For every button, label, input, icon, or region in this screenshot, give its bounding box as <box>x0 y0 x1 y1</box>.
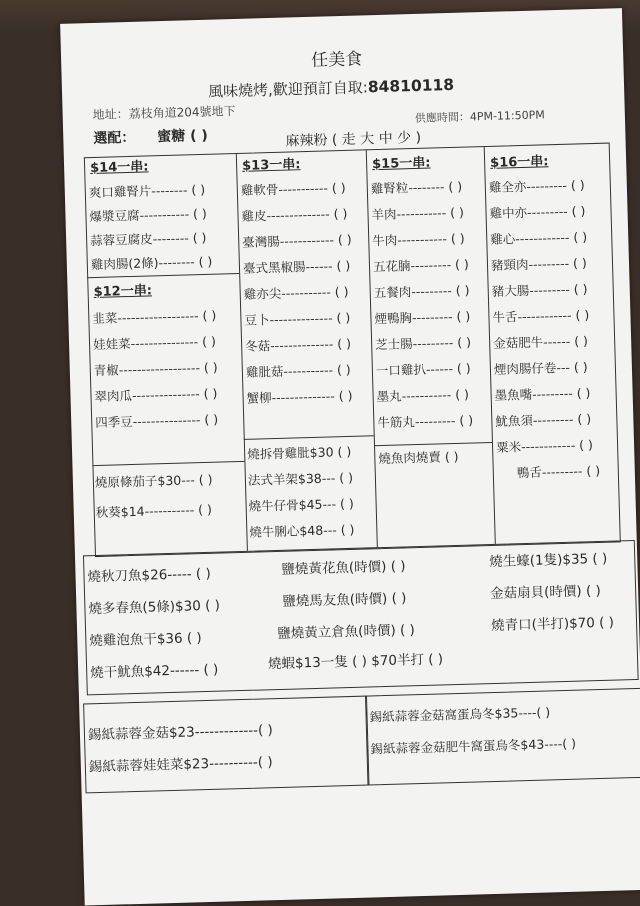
menu-item[interactable]: 爽口雞腎片-------- ( ) <box>88 181 206 201</box>
menu-item[interactable]: 秋葵$14----------- ( ) <box>95 501 213 521</box>
menu-item[interactable]: 墨丸----------- ( ) <box>376 386 470 405</box>
menu-item[interactable]: 雞心------------ ( ) <box>490 229 588 247</box>
menu-item[interactable]: 燒干魷魚$42------ ( ) <box>90 661 219 682</box>
honey-option[interactable]: 蜜糖 ( ) <box>157 127 209 146</box>
section-title-12: $12一串: <box>93 283 153 301</box>
menu-item[interactable]: 雞軟骨----------- ( ) <box>240 179 346 198</box>
section-title-16: $16一串: <box>489 154 549 171</box>
address: 地址：荔枝角道204號地下 <box>92 103 236 122</box>
menu-item[interactable]: 金菇肥牛------ ( ) <box>492 333 589 351</box>
menu-item[interactable]: 五餐肉--------- ( ) <box>373 282 470 301</box>
section-title-15: $15一串: <box>371 155 431 173</box>
menu-item[interactable]: 鹽燒馬友魚(時價) ( ) <box>282 590 407 610</box>
menu-item[interactable]: 燒青口(半打)$70 ( ) <box>490 614 615 635</box>
menu-item[interactable]: 燒牛脷心$48--- ( ) <box>249 521 355 540</box>
menu-item[interactable]: 煙肉腸仔卷--- ( ) <box>493 359 588 377</box>
menu-item[interactable]: 青椒------------------ ( ) <box>93 359 218 379</box>
menu-item[interactable]: 煙鴨胸--------- ( ) <box>374 308 471 327</box>
menu-item[interactable]: 爆漿豆腐----------- ( ) <box>89 205 207 225</box>
spice-option[interactable]: 麻辣粉 ( 走 大 中 少 ) <box>285 129 422 150</box>
menu-item[interactable]: 錫紙蒜蓉金菇窩蛋烏冬$35----( ) <box>369 704 551 725</box>
menu-item[interactable]: 雞腎粒-------- ( ) <box>370 178 463 197</box>
menu-item[interactable]: 蟹柳-------------- ( ) <box>246 387 353 406</box>
subtitle <box>208 77 454 100</box>
menu-item[interactable]: 燒雞泡魚干$36 ( ) <box>89 630 202 650</box>
menu-item[interactable]: 蒜蓉豆腐皮-------- ( ) <box>89 229 207 249</box>
menu-item[interactable]: 燒魚肉燒賣 ( ) <box>378 448 459 467</box>
menu-item[interactable]: 牛筋丸--------- ( ) <box>377 412 474 431</box>
menu-item[interactable]: 牛肉----------- ( ) <box>372 230 465 249</box>
menu-item[interactable]: 豬大腸--------- ( ) <box>491 281 588 299</box>
menu-item[interactable]: 錫紙蒜蓉金菇$23-------------( ) <box>87 722 274 744</box>
menu-item[interactable]: 燒牛仔骨$45--- ( ) <box>248 495 354 514</box>
menu-item[interactable]: 金菇扇貝(時價) ( ) <box>489 582 602 603</box>
menu-item[interactable]: 四季豆--------------- ( ) <box>95 411 219 431</box>
menu-item[interactable]: 臺式黑椒腸------ ( ) <box>242 257 351 276</box>
menu-item[interactable]: 雞肉腸(2條)-------- ( ) <box>90 253 213 273</box>
menu-item[interactable]: 雞皮-------------- ( ) <box>241 205 348 224</box>
shop-name: 任美食 <box>310 49 363 71</box>
section-title-13: $13一串: <box>241 157 301 174</box>
menu-item[interactable]: 魷魚須--------- ( ) <box>495 411 592 429</box>
menu-item[interactable]: 雞亦尖----------- ( ) <box>243 283 349 302</box>
menu-item[interactable]: 羊肉----------- ( ) <box>371 204 465 223</box>
menu-item[interactable]: 娃娃菜--------------- ( ) <box>92 333 217 353</box>
menu-item[interactable]: 燒秋刀魚$26----- ( ) <box>87 565 211 586</box>
menu-item[interactable]: 燒原條茄子$30--- ( ) <box>94 471 213 491</box>
menu-item[interactable]: 鹽燒黃花魚(時價) ( ) <box>281 558 406 578</box>
menu-item[interactable]: 錫紙蒜蓉娃娃菜$23----------( ) <box>88 754 273 776</box>
menu-item[interactable]: 一口雞扒------ ( ) <box>375 360 471 379</box>
subtitle-text: 風味燒烤,歡迎預訂自取: <box>207 78 369 101</box>
menu-item[interactable]: 燒生蠔(1隻)$35 ( ) <box>489 550 608 571</box>
menu-item[interactable]: 豆卜-------------- ( ) <box>244 309 351 328</box>
menu-item[interactable]: 墨魚嘴--------- ( ) <box>494 385 591 403</box>
menu-item[interactable]: 錫紙蒜蓉金菇肥牛窩蛋烏冬$43----( ) <box>370 735 577 757</box>
menu-item[interactable]: 臺灣腸------------ ( ) <box>242 231 352 250</box>
menu-item[interactable]: 翠肉瓜--------------- ( ) <box>94 385 218 405</box>
opening-hours: 供應時間：4PM-11:50PM <box>414 108 545 125</box>
menu-item[interactable]: 燒蝦$13一隻 ( ) $70半打 ( ) <box>267 651 444 673</box>
menu-item[interactable]: 法式羊架$38--- ( ) <box>247 469 354 488</box>
phone-number: 84810118 <box>367 75 455 97</box>
foil-box <box>83 696 369 794</box>
menu-item[interactable]: 鹽燒黃立倉魚(時價) ( ) <box>277 622 416 643</box>
menu-item[interactable]: 燒拆骨雞肶$30 ( ) <box>246 443 352 462</box>
menu-item[interactable]: 鴨舌--------- ( ) <box>516 462 601 481</box>
menu-item[interactable]: 雞肶菇----------- ( ) <box>245 361 351 380</box>
menu-item[interactable]: 冬菇-------------- ( ) <box>244 335 352 354</box>
select-label: 選配： <box>93 129 136 147</box>
menu-item[interactable]: 五花腩--------- ( ) <box>372 256 469 275</box>
menu-item[interactable]: 牛舌------------ ( ) <box>492 307 590 325</box>
menu-item[interactable]: 豬頸肉--------- ( ) <box>490 255 587 273</box>
menu-item[interactable]: 粟米------------ ( ) <box>495 437 594 455</box>
menu-item[interactable]: 韭菜------------------ ( ) <box>92 307 217 327</box>
foil-box-right <box>365 688 640 786</box>
menu-item[interactable]: 雞中亦--------- ( ) <box>489 203 586 221</box>
menu-item[interactable]: 雞全亦--------- ( ) <box>488 177 585 195</box>
section-title-14: $14一串: <box>89 159 149 177</box>
menu-item[interactable]: 燒多春魚(5條)$30 ( ) <box>88 597 221 618</box>
menu-item[interactable]: 芝士腸--------- ( ) <box>374 334 472 353</box>
order-form-paper <box>60 8 640 905</box>
